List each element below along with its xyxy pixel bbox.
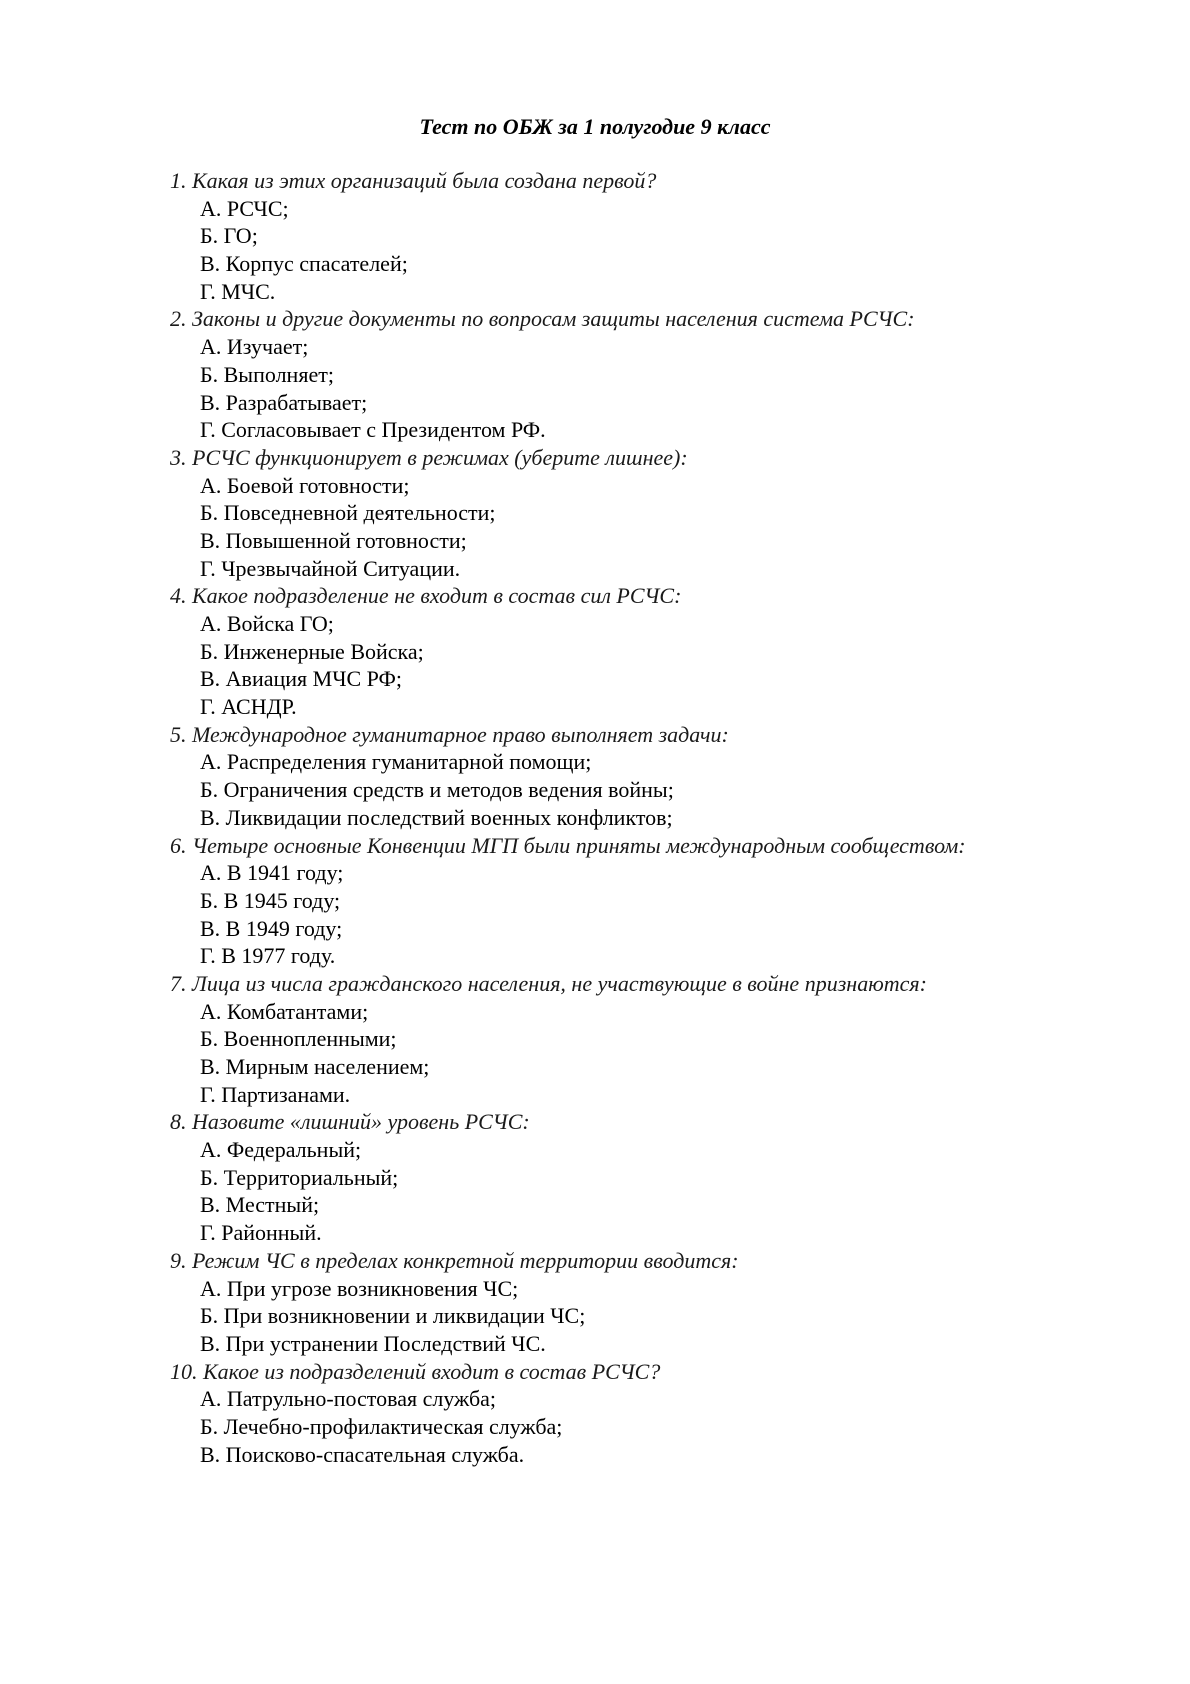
answer-option: А. Изучает; xyxy=(200,334,309,360)
answer-list xyxy=(170,1275,1170,1358)
answer-list xyxy=(170,998,1170,1109)
answer-option: В. При устранении Последствий ЧС. xyxy=(200,1330,546,1356)
answer-option: А. В 1941 году; xyxy=(200,860,344,886)
answer-option: Г. Партизанами. xyxy=(200,1081,351,1107)
question-text: 9. Режим ЧС в пределах конкретной территории вводится: xyxy=(170,1247,739,1273)
question-block xyxy=(170,167,1170,305)
answer-option: А. Патрульно-постовая служба; xyxy=(200,1386,497,1412)
question-block xyxy=(170,721,1170,832)
answer-option: В. Повышенной готовности; xyxy=(200,527,467,553)
answer-list xyxy=(170,859,1170,970)
answer-option: Г. АСНДР. xyxy=(200,694,297,720)
answer-option: Б. Военнопленными; xyxy=(200,1026,397,1052)
answer-option: Г. Согласовывает с Президентом РФ. xyxy=(200,417,546,443)
answer-list xyxy=(170,610,1170,721)
answer-list xyxy=(170,1385,1170,1468)
answer-option: А. Комбатантами; xyxy=(200,998,369,1024)
question-text: 10. Какое из подразделений входит в состав РСЧС? xyxy=(170,1358,661,1384)
answer-option: Б. ГО; xyxy=(200,223,258,249)
question-block xyxy=(170,1358,1170,1469)
question-text: 6. Четыре основные Конвенции МГП были приняты международным сообществом: xyxy=(170,832,966,858)
question-text: 8. Назовите «лишний» уровень РСЧС: xyxy=(170,1109,530,1135)
answer-option: Б. Повседневной деятельности; xyxy=(200,500,496,526)
question-text: 5. Международное гуманитарное право выполняет задачи: xyxy=(170,721,729,747)
test-questions xyxy=(170,167,1170,1468)
answer-option: В. Разрабатывает; xyxy=(200,389,368,415)
question-block xyxy=(170,582,1170,720)
question-text: 1. Какая из этих организаций была создана первой? xyxy=(170,168,657,193)
answer-option: Г. Районный. xyxy=(200,1220,322,1246)
answer-option: А. Распределения гуманитарной помощи; xyxy=(200,749,592,775)
answer-option: В. Авиация МЧС РФ; xyxy=(200,666,403,692)
answer-option: А. Федеральный; xyxy=(200,1137,362,1163)
document-title: Тест по ОБЖ за 1 полугодие 9 класс xyxy=(419,114,771,139)
question-block xyxy=(170,444,1170,582)
answer-option: Б. Территориальный; xyxy=(200,1164,399,1190)
answer-option: А. При угрозе возникновения ЧС; xyxy=(200,1275,519,1301)
answer-list xyxy=(170,333,1170,444)
answer-option: В. В 1949 году; xyxy=(200,915,343,941)
answer-option: Б. Лечебно-профилактическая служба; xyxy=(200,1413,563,1439)
answer-option: В. Поисково-спасательная служба. xyxy=(200,1441,525,1467)
answer-option: Б. В 1945 году; xyxy=(200,887,341,913)
answer-option: В. Мирным населением; xyxy=(200,1054,430,1079)
answer-option: Б. Выполняет; xyxy=(200,361,334,387)
answer-option: Б. Ограничения средств и методов ведения войны; xyxy=(200,777,674,803)
answer-option: Г. В 1977 году. xyxy=(200,943,336,969)
answer-option: А. РСЧС; xyxy=(200,195,289,221)
answer-option: Б. При возникновении и ликвидации ЧС; xyxy=(200,1303,586,1329)
question-block xyxy=(170,970,1170,1108)
question-block xyxy=(170,832,1170,970)
answer-list xyxy=(170,1136,1170,1247)
answer-option: А. Войска ГО; xyxy=(200,611,334,636)
question-text: 2. Законы и другие документы по вопросам защиты населения система РСЧС: xyxy=(170,306,915,332)
question-block xyxy=(170,1108,1170,1246)
question-text: 7. Лица из числа гражданского населения, не участвующие в войне признаются: xyxy=(170,970,927,996)
answer-option: Г. Чрезвычайной Ситуации. xyxy=(200,555,461,581)
question-block xyxy=(170,1247,1170,1358)
answer-list xyxy=(170,472,1170,583)
question-block xyxy=(170,305,1170,443)
question-text: 4. Какое подразделение не входит в состав сил РСЧС: xyxy=(170,583,682,609)
answer-option: В. Ликвидации последствий военных конфликтов; xyxy=(200,804,673,830)
answer-option: В. Корпус спасателей; xyxy=(200,251,408,277)
answer-option: А. Боевой готовности; xyxy=(200,472,410,498)
answer-option: В. Местный; xyxy=(200,1192,320,1218)
answer-option: Г. МЧС. xyxy=(200,278,276,304)
answer-option: Б. Инженерные Войска; xyxy=(200,638,424,664)
answer-list xyxy=(170,748,1170,831)
question-text: 3. РСЧС функционирует в режимах (уберите лишнее): xyxy=(170,444,688,470)
answer-list xyxy=(170,195,1170,306)
